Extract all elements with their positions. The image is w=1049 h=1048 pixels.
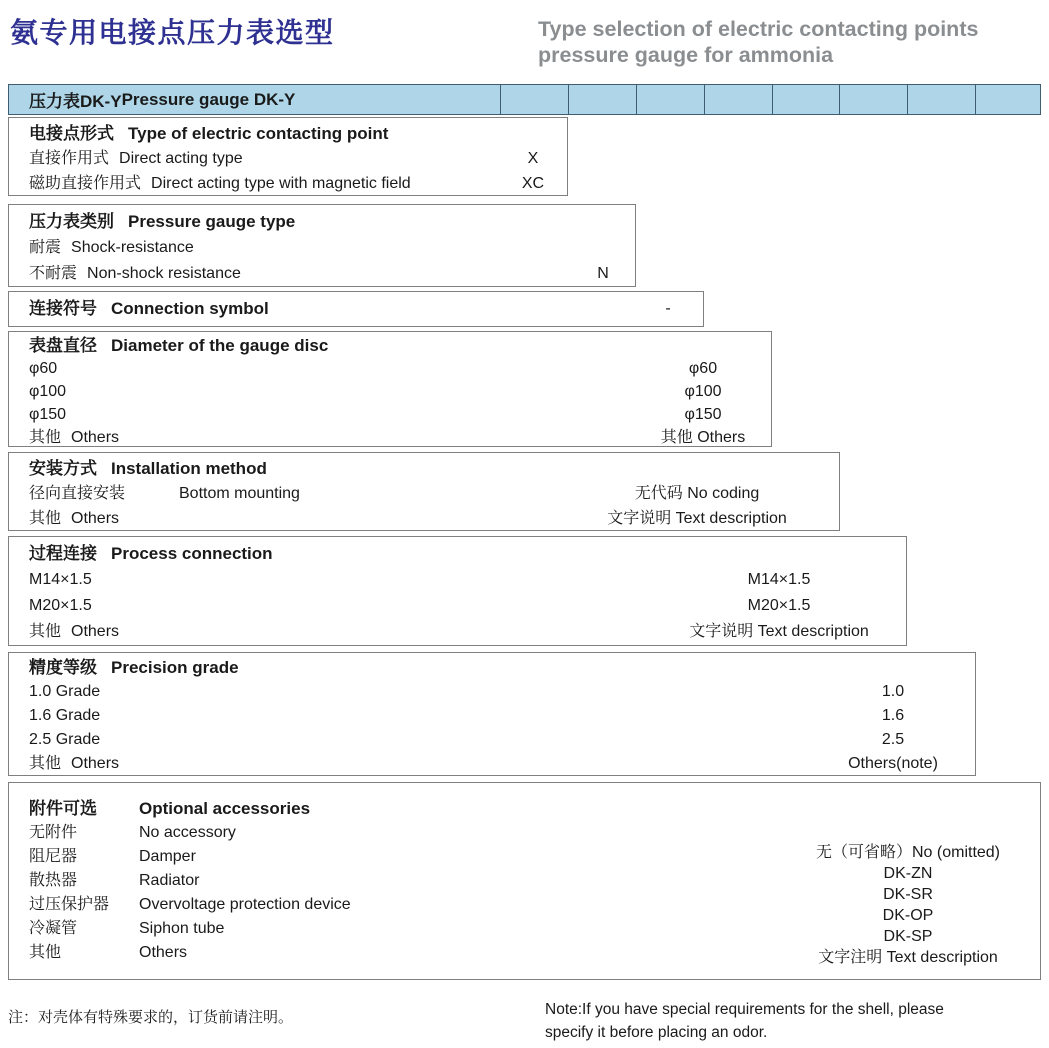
option-row [29, 619, 906, 645]
option-zh: M14×1.5 [29, 571, 92, 588]
option-row [29, 593, 906, 619]
option-code: 其他 Others [660, 429, 746, 446]
option-zh: 1.0 Grade [29, 683, 101, 700]
option-row [29, 426, 771, 449]
option-en: Others [139, 944, 188, 961]
option-zh: 耐震 [29, 239, 62, 256]
heading-en: Diameter of the gauge disc [111, 336, 329, 355]
option-code: φ60 [688, 360, 718, 377]
option-en: Direct acting type with magnetic field [151, 175, 411, 192]
option-code: Others(note) [848, 755, 938, 772]
section-heading [29, 209, 635, 235]
section-heading [29, 334, 771, 357]
option-code: XC [521, 175, 545, 192]
option-en: Shock-resistance [71, 239, 194, 256]
option-code: 文字说明 Text description [689, 623, 869, 640]
option-row [29, 380, 771, 403]
section-heading [29, 797, 1040, 821]
heading-zh: 安装方式 [29, 459, 97, 478]
option-row [29, 261, 635, 287]
heading-zh: 压力表类别 [29, 212, 114, 231]
option-zh: 其他 [29, 429, 62, 446]
section-heading [29, 292, 703, 326]
option-zh: 径向直接安装 [29, 485, 126, 502]
option-zh: 其他 [29, 623, 62, 640]
option-zh: 其他 [29, 510, 62, 527]
header-empty-cell [907, 85, 975, 114]
accessory-code: DK-ZN [883, 865, 933, 882]
option-zh: 其他 [29, 755, 62, 772]
heading-zh: 电接点形式 [29, 124, 114, 143]
option-code: φ150 [684, 406, 722, 423]
option-row [29, 752, 975, 776]
option-zh: 其他 [29, 944, 62, 961]
option-zh: M20×1.5 [29, 597, 92, 614]
heading-zh: 过程连接 [29, 544, 97, 563]
option-en: Bottom mounting [179, 485, 300, 502]
option-zh: 冷凝管 [29, 920, 78, 937]
option-zh: 磁助直接作用式 [29, 175, 142, 192]
accessory-code-column [816, 842, 1000, 968]
option-code: 1.6 [881, 707, 905, 724]
option-en: Siphon tube [139, 920, 225, 937]
option-row [29, 171, 567, 196]
heading-en: Optional accessories [139, 799, 311, 818]
option-row [29, 403, 771, 426]
accessory-code: 无（可省略）No (omitted) [815, 844, 1001, 861]
footnote-english-line2: specify it before placing an odor. [545, 1024, 768, 1041]
option-code: - [665, 300, 671, 317]
accessory-code: DK-OP [882, 907, 934, 924]
option-code: 2.5 [881, 731, 905, 748]
option-zh: φ150 [29, 406, 67, 423]
footnote-english [545, 998, 944, 1044]
option-zh: φ60 [29, 360, 58, 377]
heading-en: Installation method [111, 459, 267, 478]
header-label-en: Pressure gauge DK-Y [121, 89, 296, 109]
option-code: N [597, 265, 609, 282]
table-header-row [8, 84, 1041, 115]
header-empty-cell [772, 85, 840, 114]
section-heading [29, 656, 975, 680]
option-en: Direct acting type [119, 150, 243, 167]
option-row [29, 235, 635, 261]
option-code: M14×1.5 [747, 571, 811, 588]
header-empty-cell [568, 85, 636, 114]
section-heading [29, 541, 906, 567]
header-empty-cell [839, 85, 907, 114]
page-title-english-line1: Type selection of electric contacting points [538, 17, 979, 41]
option-zh: 1.6 Grade [29, 707, 101, 724]
option-zh: 不耐震 [29, 265, 78, 282]
option-en: Damper [139, 848, 196, 865]
option-en: Non-shock resistance [87, 265, 241, 282]
option-zh: 散热器 [29, 872, 78, 889]
page-title-chinese: 氨专用电接点压力表选型 [10, 17, 335, 48]
table-header-label [9, 85, 500, 114]
option-code: 无代码 No coding [634, 485, 760, 502]
option-row [29, 146, 567, 171]
section-electric-contact-type [8, 117, 568, 196]
section-disc-diameter [8, 331, 772, 447]
accessory-code: 文字注明 Text description [818, 949, 998, 966]
option-zh: 2.5 Grade [29, 731, 101, 748]
footnote-chinese: 注：对壳体有特殊要求的，订货前请注明。 [8, 1009, 294, 1026]
header-empty-cell [704, 85, 772, 114]
option-code: 文字说明 Text description [607, 510, 787, 527]
heading-en: Type of electric contacting point [128, 124, 389, 143]
option-code: X [527, 150, 539, 167]
option-en: Others [71, 755, 120, 772]
option-row [29, 357, 771, 380]
section-heading [29, 121, 567, 146]
header-empty-cell [500, 85, 568, 114]
option-row [29, 728, 975, 752]
option-zh: 阻尼器 [29, 848, 78, 865]
heading-zh: 附件可选 [29, 799, 97, 818]
heading-zh: 连接符号 [29, 299, 97, 318]
option-code: M20×1.5 [747, 597, 811, 614]
header-empty-cell [636, 85, 704, 114]
option-en: Others [71, 623, 120, 640]
section-optional-accessories [8, 782, 1041, 980]
heading-en: Process connection [111, 544, 273, 563]
section-precision-grade [8, 652, 976, 776]
option-en: Others [71, 510, 120, 527]
section-gauge-type [8, 204, 636, 287]
page-title-english-line2: pressure gauge for ammonia [538, 43, 834, 67]
option-en: Overvoltage protection device [139, 896, 351, 913]
option-code: 1.0 [881, 683, 905, 700]
option-row [29, 481, 839, 506]
section-connection-symbol [8, 291, 704, 327]
option-zh: 无附件 [29, 824, 78, 841]
header-label-zh: 压力表DK-Y [29, 92, 122, 111]
option-zh: 直接作用式 [29, 150, 110, 167]
option-en: Others [71, 429, 120, 446]
section-installation-method [8, 452, 840, 531]
footnote-english-line1: Note:If you have special requirements for the shell, please [545, 1001, 944, 1018]
option-row [29, 567, 906, 593]
accessory-code: DK-SP [883, 928, 933, 945]
option-row [29, 704, 975, 728]
heading-zh: 表盘直径 [29, 336, 97, 355]
section-process-connection [8, 536, 907, 646]
option-en: Radiator [139, 872, 200, 889]
heading-zh: 精度等级 [29, 658, 97, 677]
option-code: φ100 [684, 383, 722, 400]
heading-en: Connection symbol [111, 299, 269, 318]
heading-en: Precision grade [111, 658, 239, 677]
option-row [29, 680, 975, 704]
option-zh: 过压保护器 [29, 896, 110, 913]
section-heading [29, 456, 839, 481]
option-row [29, 506, 839, 531]
heading-en: Pressure gauge type [128, 212, 296, 231]
accessory-code: DK-SR [883, 886, 933, 903]
option-en: No accessory [139, 824, 236, 841]
option-zh: φ100 [29, 383, 67, 400]
page-title-english [538, 16, 978, 68]
header-empty-cell [975, 85, 1040, 114]
